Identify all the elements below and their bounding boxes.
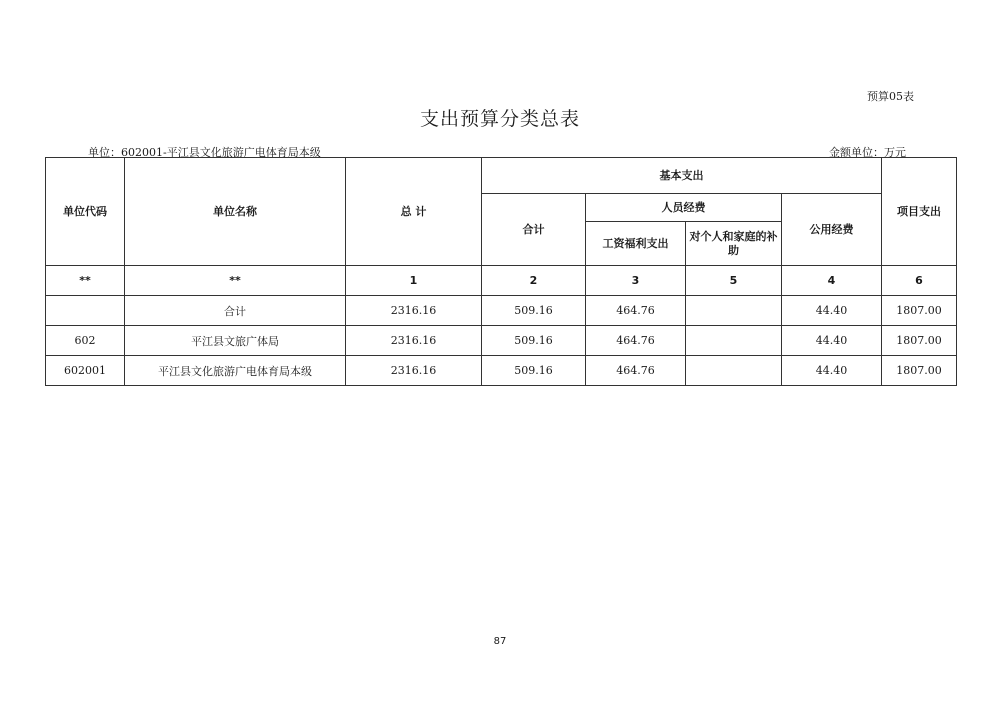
cell-subsidy	[686, 296, 782, 326]
cell-public: 44.40	[782, 296, 882, 326]
cell-salary: 464.76	[586, 296, 686, 326]
cell-subsidy	[686, 326, 782, 356]
index-cell: 5	[686, 266, 782, 296]
header-subsidy: 对个人和家庭的补助	[686, 222, 782, 266]
table-row	[46, 296, 957, 326]
index-cell: 3	[586, 266, 686, 296]
cell-unit-name: 合计	[125, 296, 346, 326]
header-personnel: 人员经费	[586, 194, 782, 222]
cell-total: 2316.16	[346, 296, 482, 326]
page-title: 支出预算分类总表	[419, 108, 580, 130]
cell-salary: 464.76	[586, 356, 686, 386]
cell-public: 44.40	[782, 356, 882, 386]
index-cell: 1	[346, 266, 482, 296]
page-number: 87	[493, 636, 507, 647]
header-total: 总 计	[346, 158, 482, 266]
unit-line: 单位：602001-平江县文化旅游广电体育局本级	[88, 146, 321, 159]
cell-unit-code	[46, 296, 125, 326]
table-row	[46, 326, 957, 356]
index-cell: 2	[482, 266, 586, 296]
header-public: 公用经费	[782, 194, 882, 266]
amount-unit: 金额单位：万元	[829, 146, 906, 159]
cell-basic-total: 509.16	[482, 326, 586, 356]
cell-unit-code: 602	[46, 326, 125, 356]
cell-basic-total: 509.16	[482, 356, 586, 386]
index-cell: **	[46, 266, 125, 296]
cell-public: 44.40	[782, 326, 882, 356]
index-row	[46, 266, 957, 296]
cell-project: 1807.00	[882, 326, 957, 356]
header-basic: 基本支出	[482, 158, 882, 194]
cell-project: 1807.00	[882, 296, 957, 326]
header-salary: 工资福利支出	[586, 222, 686, 266]
cell-total: 2316.16	[346, 356, 482, 386]
cell-unit-name: 平江县文旅广体局	[125, 326, 346, 356]
cell-salary: 464.76	[586, 326, 686, 356]
index-cell: **	[125, 266, 346, 296]
cell-total: 2316.16	[346, 326, 482, 356]
budget-table	[45, 157, 957, 386]
header-basic-total: 合计	[482, 194, 586, 266]
cell-unit-name: 平江县文化旅游广电体育局本级	[125, 356, 346, 386]
header-unit-name: 单位名称	[125, 158, 346, 266]
index-cell: 4	[782, 266, 882, 296]
header-unit-code: 单位代码	[46, 158, 125, 266]
table-row	[46, 356, 957, 386]
cell-subsidy	[686, 356, 782, 386]
cell-basic-total: 509.16	[482, 296, 586, 326]
form-number: 预算05表	[867, 90, 914, 103]
cell-unit-code: 602001	[46, 356, 125, 386]
index-cell: 6	[882, 266, 957, 296]
cell-project: 1807.00	[882, 356, 957, 386]
header-project: 项目支出	[882, 158, 957, 266]
